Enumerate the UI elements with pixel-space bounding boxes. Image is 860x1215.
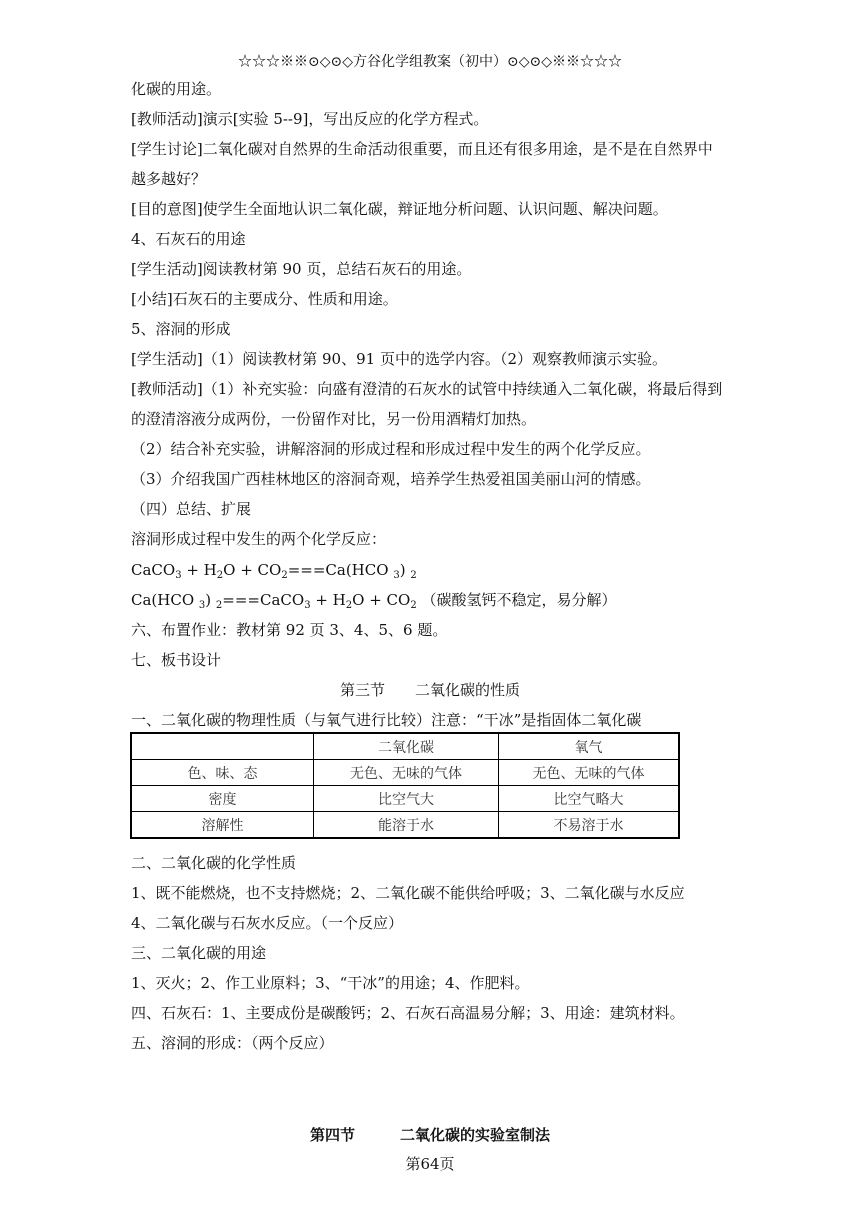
text-line: 4、二氧化碳与石灰水反应。（一个反应）	[131, 914, 404, 932]
text-line: 的澄清溶液分成两份，一份留作对比，另一份用酒精灯加热。	[131, 410, 537, 428]
equation-1: CaCO$_3$ + $H_2O + CO_2===Ca(HCO$ $_3$) $_2$	[131, 561, 417, 581]
text-line: [小结]石灰石的主要成分、性质和用途。	[131, 290, 398, 308]
table-header-row	[131, 733, 679, 760]
table-cell: 比空气略大	[499, 786, 680, 812]
next-section-title: 第四节 二氧化碳的实验室制法	[309, 1126, 550, 1144]
section-heading: 一、二氧化碳的物理性质（与氧气进行比较）注意：“干冰”是指固体二氧化碳	[131, 711, 642, 729]
text-line: （3）介绍我国广西桂林地区的溶洞奇观，培养学生热爱祖国美丽山河的情感。	[131, 470, 651, 488]
table-cell: 比空气大	[314, 786, 499, 812]
text-line: 七、板书设计	[131, 651, 222, 669]
section-heading: 三、二氧化碳的用途	[131, 944, 267, 962]
table-cell: 无色、无味的气体	[499, 760, 680, 786]
table-cell: 溶解性	[131, 812, 314, 839]
table-header-cell: 二氧化碳	[314, 733, 499, 760]
text-line: [学生活动]（1）阅读教材第 90、91 页中的选学内容。（2）观察教师演示实验。	[131, 350, 668, 368]
text-line: 化碳的用途。	[131, 80, 222, 98]
text-line: 5、溶洞的形成	[131, 320, 231, 338]
equation-2: Ca(HCO $_3$) $_2$===CaCO$_3$ + $H_2O + CO_2$ （碳酸氢钙不稳定，易分解）	[131, 591, 617, 611]
page-number: 第64页	[405, 1155, 455, 1173]
text-line: 越多越好？	[131, 170, 207, 188]
table-cell: 色、味、态	[131, 760, 314, 786]
text-line: [学生讨论]二氧化碳对自然界的生命活动很重要，而且还有很多用途，是不是在自然界中	[131, 140, 713, 158]
table-cell: 能溶于水	[314, 812, 499, 839]
table-header-cell	[131, 733, 314, 760]
text-line: 1、既不能燃烧，也不支持燃烧；2、二氧化碳不能供给呼吸；3、二氧化碳与水反应	[131, 884, 685, 902]
text-line: [教师活动]（1）补充实验：向盛有澄清的石灰水的试管中持续通入二氧化碳，将最后得到	[131, 380, 723, 398]
text-line: 1、灭火；2、作工业原料；3、“干冰”的用途；4、作肥料。	[131, 974, 530, 992]
text-line: [教师活动]演示[实验 5--9]，写出反应的化学方程式。	[131, 110, 489, 128]
table-row	[131, 786, 679, 812]
text-line: [目的意图]使学生全面地认识二氧化碳，辩证地分析问题、认识问题、解决问题。	[131, 200, 668, 218]
text-line: 4、石灰石的用途	[131, 230, 246, 248]
section-heading: 二、二氧化碳的化学性质	[131, 854, 297, 872]
page-header: ☆☆☆※※⊙◇⊙◇方谷化学组教案（初中）⊙◇⊙◇※※☆☆☆	[238, 54, 622, 70]
table-row	[131, 812, 679, 839]
text-line: 五、溶洞的形成：（两个反应）	[131, 1034, 334, 1052]
table-row	[131, 760, 679, 786]
text-line: （四）总结、扩展	[131, 500, 252, 518]
board-title: 第三节 二氧化碳的性质	[339, 681, 520, 699]
table-header-cell: 氧气	[499, 733, 680, 760]
text-line: 六、布置作业：教材第 92 页 3、4、5、6 题。	[131, 621, 448, 639]
text-line: [学生活动]阅读教材第 90 页，总结石灰石的用途。	[131, 260, 472, 278]
table-cell: 密度	[131, 786, 314, 812]
table-cell: 不易溶于水	[499, 812, 680, 839]
table-cell: 无色、无味的气体	[314, 760, 499, 786]
text-line: （2）结合补充实验，讲解溶洞的形成过程和形成过程中发生的两个化学反应。	[131, 440, 651, 458]
comparison-table	[130, 732, 680, 839]
text-line: 溶洞形成过程中发生的两个化学反应：	[131, 530, 387, 548]
text-line: 四、石灰石：1、主要成份是碳酸钙；2、石灰石高温易分解；3、用途：建筑材料。	[131, 1004, 685, 1022]
